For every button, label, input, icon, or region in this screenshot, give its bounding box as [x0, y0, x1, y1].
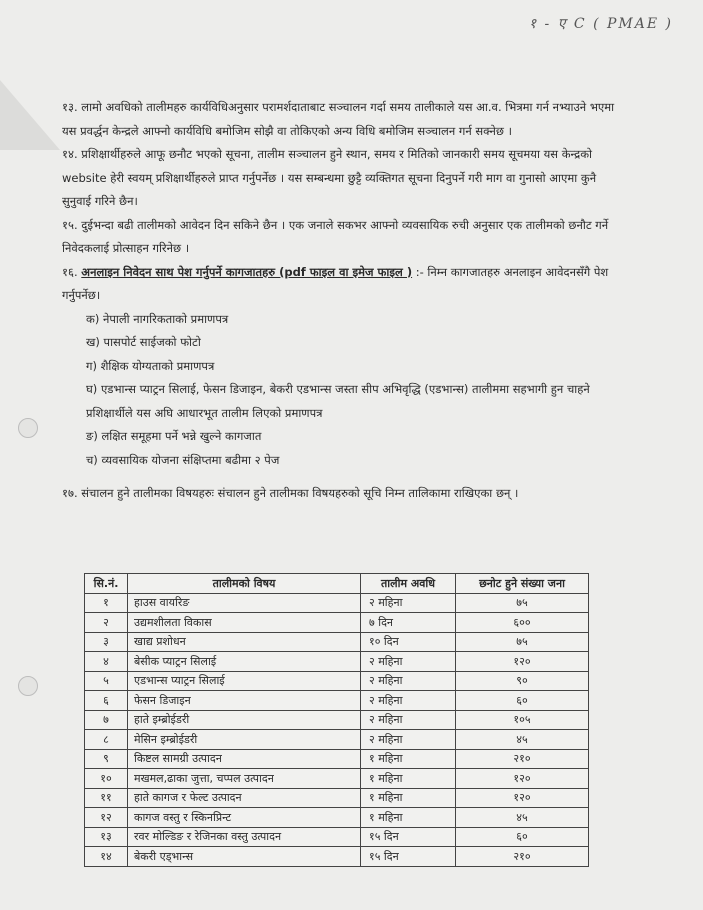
table-row — [85, 691, 589, 711]
selection-count: १२० — [456, 652, 589, 672]
selection-count: ७५ — [456, 593, 589, 613]
training-duration: २ महिना — [361, 710, 456, 730]
table-row — [85, 730, 589, 750]
row-number: १० — [85, 769, 128, 789]
training-duration: २ महिना — [361, 652, 456, 672]
training-duration: १५ दिन — [361, 827, 456, 847]
column-header: तालीम अवधि — [361, 574, 456, 594]
paragraph-14: १४. प्रशिक्षार्थीहरुले आफू छनौट भएको सूचना, तालीम सञ्चालन हुने स्थान, समय र मितिको जानकारी समय सूचमया यस केन्द्रको website हेरी स्वयम् प्रशिक्षार्थीहरुले प्राप्त गर्नुपर्नेछ । यस सम्बन्धमा छुट्टै व्यक्तिगत सूचना दिनुपर्ने गरी माग वा गुनासो आएमा कुनै सुनुवाई गरिने छैन। — [62, 147, 597, 208]
table-row — [85, 827, 589, 847]
list-item: ख) पासपोर्ट साईजको फोटो — [86, 335, 201, 349]
list-item: ग) शैक्षिक योग्यताको प्रमाणपत्र — [86, 358, 215, 373]
table-row — [85, 788, 589, 808]
list-item: च) व्यवसायिक योजना संक्षिप्तमा बढीमा २ पेज — [86, 452, 280, 467]
punch-hole-top — [18, 418, 38, 438]
table-row — [85, 593, 589, 613]
table-row — [85, 749, 589, 769]
table-row — [85, 808, 589, 828]
column-header: तालीमको विषय — [128, 574, 361, 594]
training-subject: कागज वस्तु र स्किनप्रिन्ट — [128, 808, 361, 828]
document-list — [62, 308, 622, 473]
table-header-row — [85, 574, 589, 594]
training-duration: २ महिना — [361, 671, 456, 691]
training-subject: मखमल,ढाका जुत्ता, चप्पल उत्पादन — [128, 769, 361, 789]
table-row — [85, 632, 589, 652]
selection-count: २१० — [456, 847, 589, 867]
selection-count: ६० — [456, 691, 589, 711]
list-item: ङ) लक्षित समूहमा पर्ने भन्ने खुल्ने कागजात — [86, 429, 262, 443]
paragraph-16-text: :- निम्न कागजातहरु अनलाइन आवेदनसँगै पेश गर्नुपर्नेछ। — [62, 264, 609, 302]
paragraph-13: १३. लामो अवधिको तालीमहरु कार्यविधिअनुसार परामर्शदाताबाट सञ्चालन गर्दा समय तालीकाले यस आ.व. भित्रमा गर्न नभ्याउने भएमा यस प्रवर्द्धन केन्द्रले आफ्नो कार्यविधि बमोजिम सोझै वा तोकिएको अन्य विधि बमोजिम सञ्चालन गर्न सक्नेछ । — [62, 100, 615, 138]
row-number: ८ — [85, 730, 128, 750]
list-item: क) नेपाली नागरिकताको प्रमाणपत्र — [86, 311, 229, 326]
row-number: ७ — [85, 710, 128, 730]
training-subject: बेसीक प्याट्रन सिलाई — [128, 652, 361, 672]
table-row — [85, 671, 589, 691]
training-duration: १ महिना — [361, 808, 456, 828]
training-subject: हाते इम्ब्रोईडरी — [128, 710, 361, 730]
row-number: १२ — [85, 808, 128, 828]
selection-count: ६०० — [456, 613, 589, 633]
selection-count: ७५ — [456, 632, 589, 652]
selection-count: ४५ — [456, 808, 589, 828]
training-subject: हाउस वायरिङ — [128, 593, 361, 613]
training-subject: बेकरी एड्भान्स — [128, 847, 361, 867]
row-number: ४ — [85, 652, 128, 672]
paragraph-16-heading: अनलाइन निवेदन साथ पेश गर्नुपर्ने कागजातहरु (pdf फाइल वा इमेज फाइल ) — [81, 264, 413, 279]
column-header: छनोट हुने संख्या जना — [456, 574, 589, 594]
selection-count: ६० — [456, 827, 589, 847]
training-subject: किष्टल सामग्री उत्पादन — [128, 749, 361, 769]
training-duration: १ महिना — [361, 788, 456, 808]
training-duration: १ महिना — [361, 769, 456, 789]
list-item: घ) एडभान्स प्याट्रन सिलाई, फेसन डिजाइन, बेकरी एडभान्स जस्ता सीप अभिवृद्धि (एडभान्स) तालीममा सहभागी हुन चाहने प्रशिक्षार्थीले यस अघि आधारभूत तालीम लिएको प्रमाणपत्र — [86, 382, 590, 420]
selection-count: १०५ — [456, 710, 589, 730]
training-duration: २ महिना — [361, 691, 456, 711]
row-number: ६ — [85, 691, 128, 711]
column-header: सि.नं. — [85, 574, 128, 594]
row-number: १४ — [85, 847, 128, 867]
document-body — [62, 96, 622, 506]
paragraph-17: १७. संचालन हुने तालीमका विषयहरुः संचालन हुने तालीमका विषयहरुको सूचि निम्न तालिकामा राखिएका छन् । — [62, 486, 519, 500]
table-row — [85, 769, 589, 789]
training-subject: एडभान्स प्याट्रन सिलाई — [128, 671, 361, 691]
paragraph-16 — [62, 261, 622, 308]
paragraph-16-number: १६. — [62, 264, 78, 279]
training-duration: १० दिन — [361, 632, 456, 652]
training-table — [84, 573, 589, 867]
training-duration: १५ दिन — [361, 847, 456, 867]
training-subject: खाद्य प्रशोधन — [128, 632, 361, 652]
fold-mark — [0, 80, 60, 150]
table-row — [85, 652, 589, 672]
row-number: ५ — [85, 671, 128, 691]
training-subject: मेसिन इम्ब्रोईडरी — [128, 730, 361, 750]
training-duration: १ महिना — [361, 749, 456, 769]
row-number: १३ — [85, 827, 128, 847]
row-number: १ — [85, 593, 128, 613]
table-row — [85, 710, 589, 730]
row-number: ९ — [85, 749, 128, 769]
selection-count: ४५ — [456, 730, 589, 750]
paragraph-15: १५. दुईभन्दा बढी तालीमको आवेदन दिन सकिने छैन । एक जनाले सकभर आफ्नो व्यवसायिक रुची अनुसार एक तालीमको छनौट गर्ने निवेदकलाई प्रोत्साहन गरिनेछ । — [62, 217, 609, 255]
row-number: ३ — [85, 632, 128, 652]
selection-count: १२० — [456, 769, 589, 789]
table-row — [85, 613, 589, 633]
training-subject: हाते कागज र फेल्ट उत्पादन — [128, 788, 361, 808]
selection-count: २१० — [456, 749, 589, 769]
training-subject: फेसन डिजाइन — [128, 691, 361, 711]
row-number: ११ — [85, 788, 128, 808]
handwritten-note: १ - ए C ( PMAE ) — [528, 16, 673, 32]
training-subject: रवर मोल्डिङ र रेजिनका वस्तु उत्पादन — [128, 827, 361, 847]
table-row — [85, 847, 589, 867]
selection-count: १२० — [456, 788, 589, 808]
selection-count: ९० — [456, 671, 589, 691]
training-duration: २ महिना — [361, 593, 456, 613]
punch-hole-bottom — [18, 676, 38, 696]
row-number: २ — [85, 613, 128, 633]
training-subject: उद्यमशीलता विकास — [128, 613, 361, 633]
training-duration: ७ दिन — [361, 613, 456, 633]
training-duration: २ महिना — [361, 730, 456, 750]
